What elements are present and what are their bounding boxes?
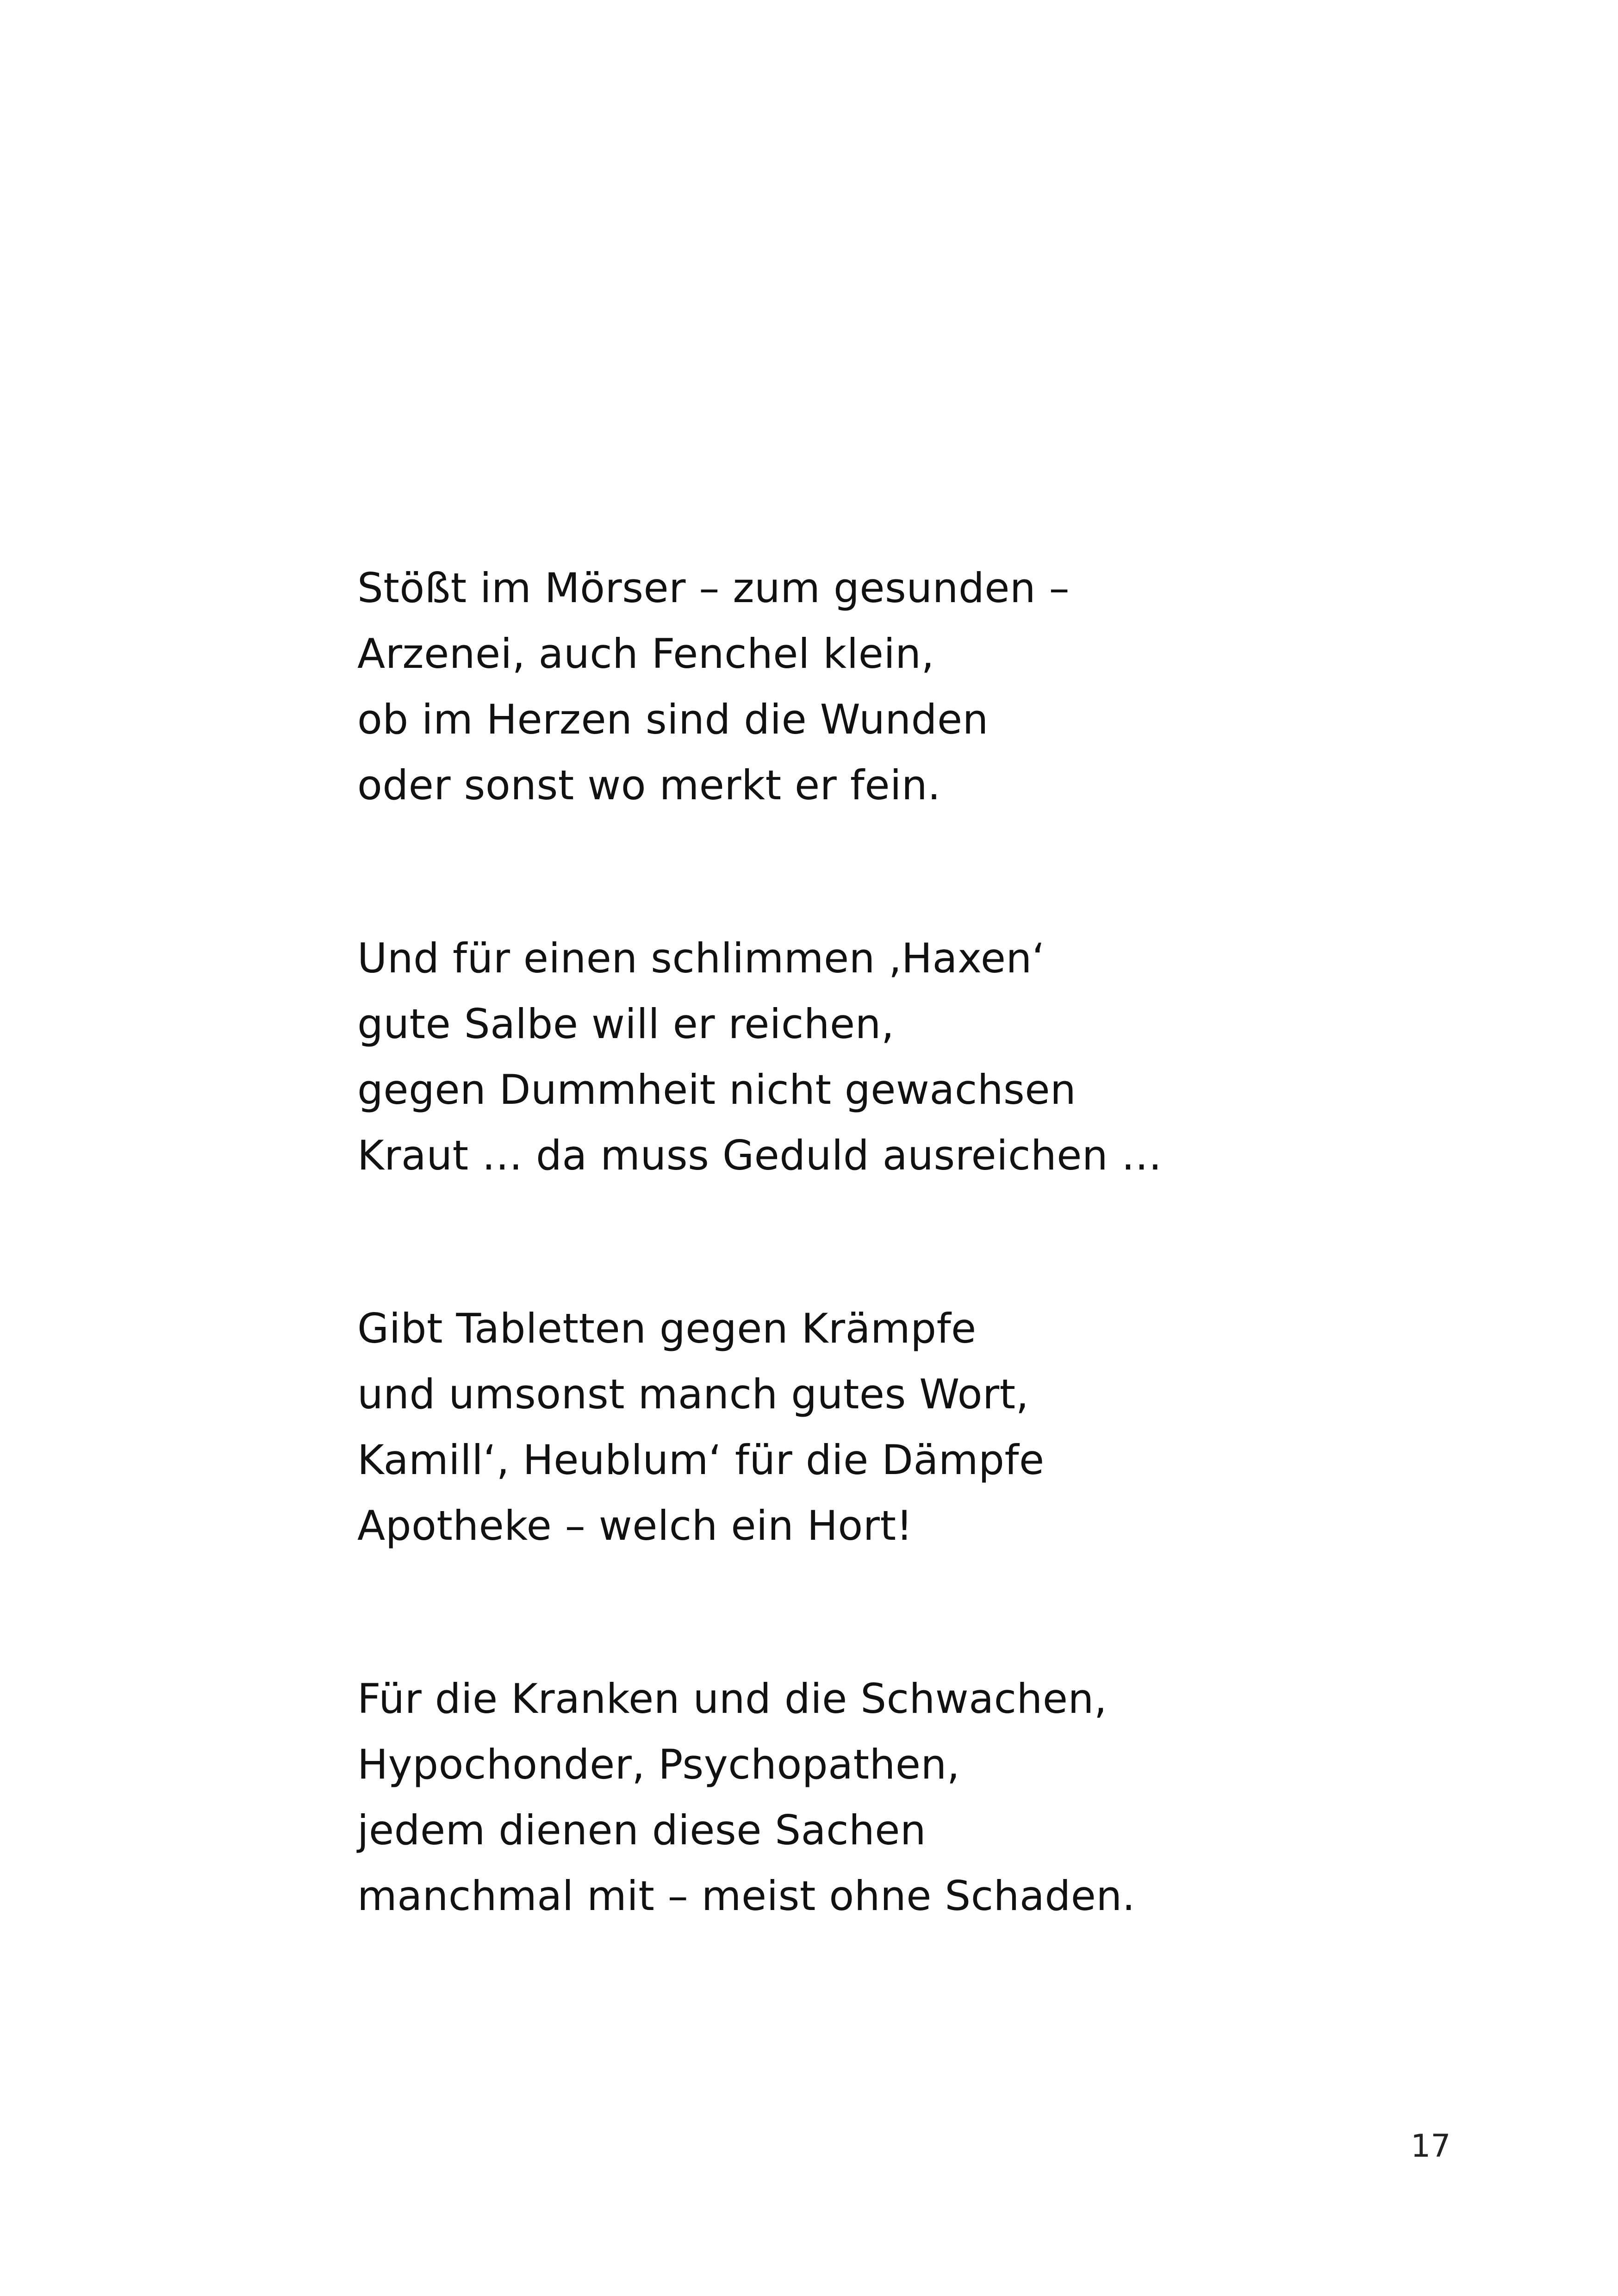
poem-line: Für die Kranken und die Schwachen, [357,1675,1108,1723]
poem-line: oder sonst wo merkt er fein. [357,761,941,809]
stanza-1 [357,555,1468,818]
poem-line: Kraut … da muss Geduld ausreichen … [357,1132,1163,1179]
stanza-3 [357,1296,1468,1559]
poem-line: Apotheke – welch ein Hort! [357,1502,913,1549]
poem-line: Stößt im Mörser – zum gesunden – [357,564,1070,612]
poem-line: ob im Herzen sind die Wunden [357,696,989,743]
poem-line: und umsonst manch gutes Wort, [357,1370,1029,1418]
poem [357,555,1468,1929]
stanza-2 [357,926,1468,1188]
poem-line: Hypochonder, Psychopathen, [357,1741,960,1788]
poem-line: Arzenei, auch Fenchel klein, [357,630,935,678]
poem-line: Kamill‘, Heublum‘ für die Dämpfe [357,1436,1045,1484]
poem-line: Und für einen schlimmen ‚Haxen‘ [357,934,1045,982]
poem-line: gegen Dummheit nicht gewachsen [357,1066,1077,1114]
stanza-4 [357,1666,1468,1929]
poem-line: jedem dienen diese Sachen [357,1806,927,1854]
poem-line: gute Salbe will er reichen, [357,1000,895,1048]
poem-line: manchmal mit – meist ohne Schaden. [357,1872,1136,1920]
poem-line: Gibt Tabletten gegen Krämpfe [357,1305,977,1352]
page-number: 17 [1411,2128,1451,2165]
